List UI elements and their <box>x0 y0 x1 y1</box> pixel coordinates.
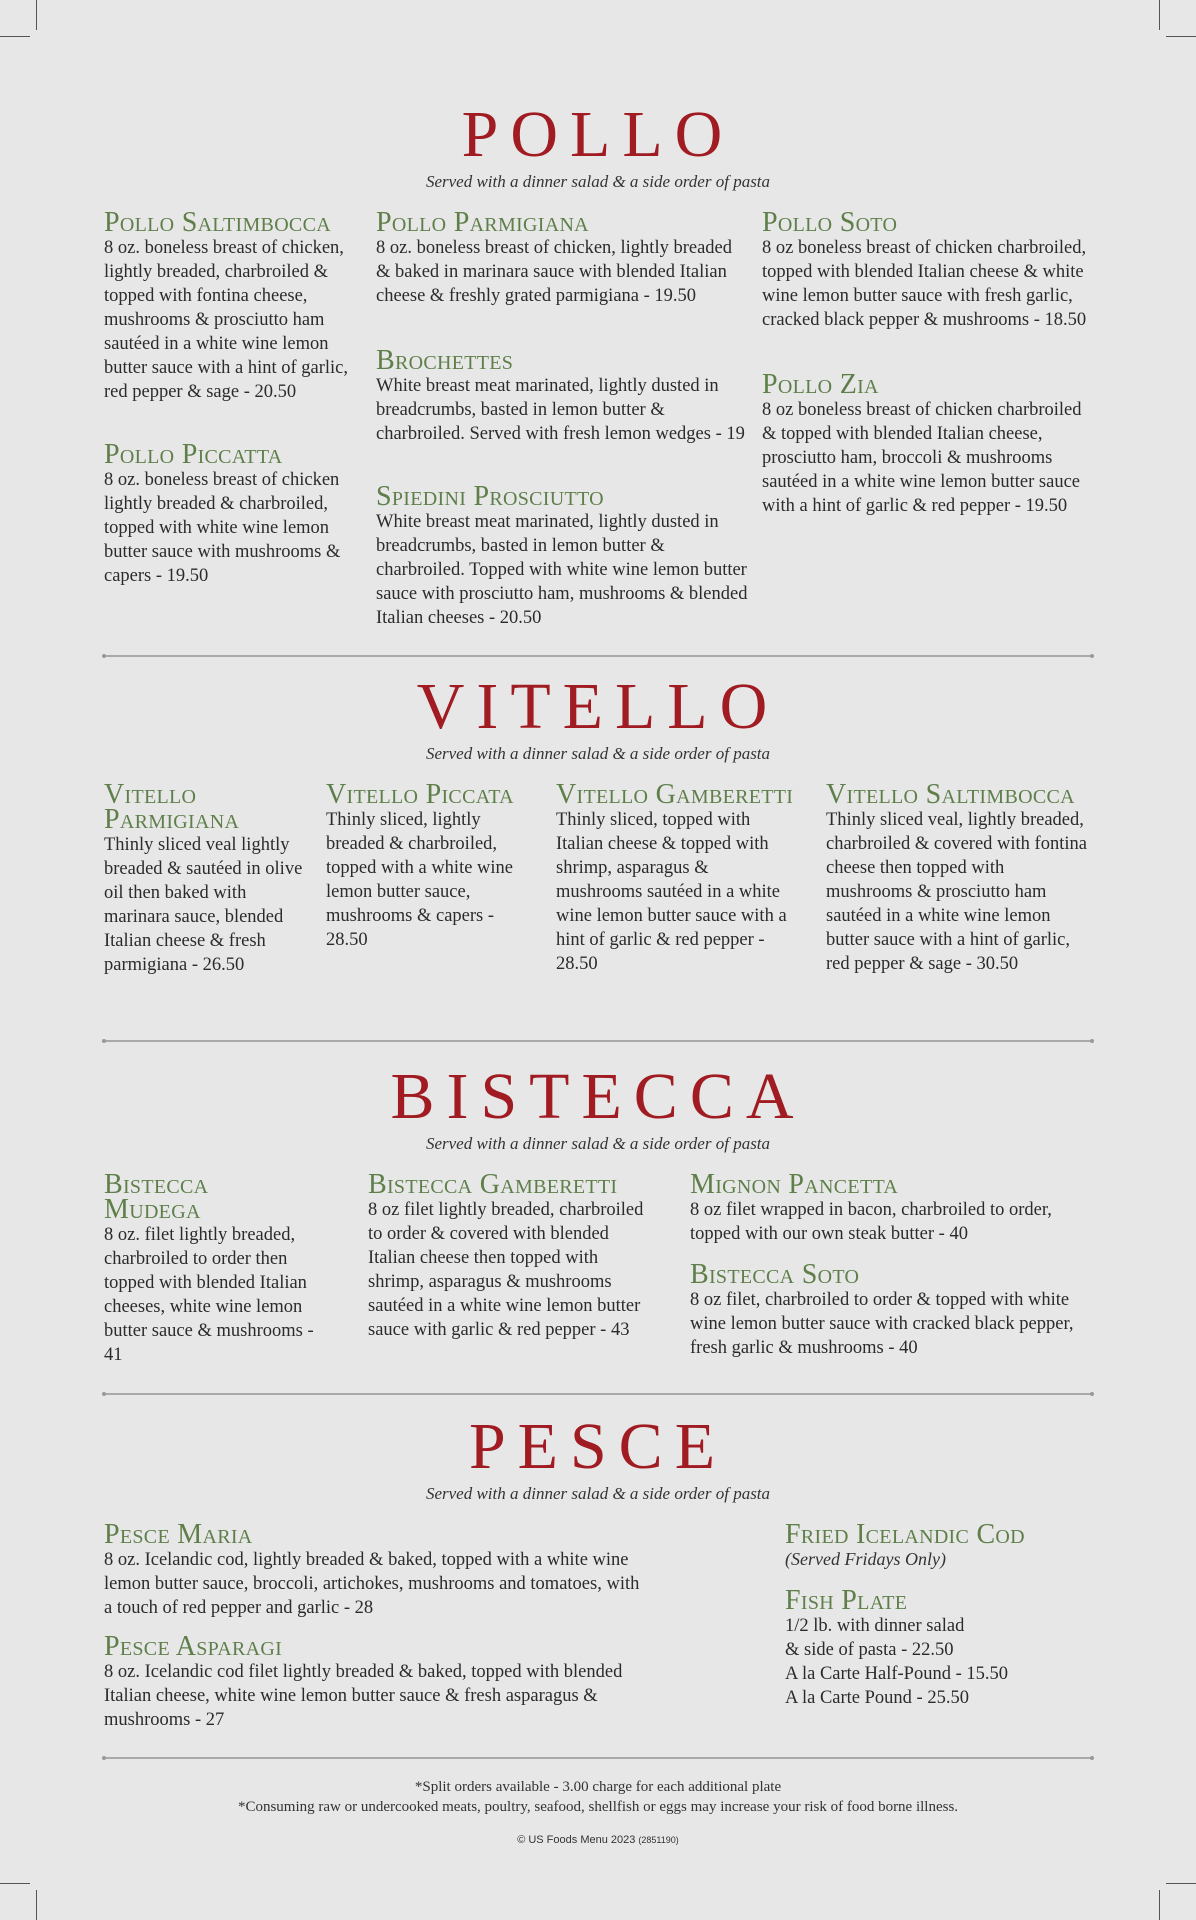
menu-item <box>376 481 748 630</box>
menu-item <box>690 1259 1090 1360</box>
crop-mark <box>1159 1890 1160 1920</box>
item-description-line: & side of pasta - 22.50 <box>785 1640 954 1660</box>
section-divider <box>104 1757 1092 1759</box>
item-description: Thinly sliced, lightly breaded & charbroiled, topped with a white wine lemon butter sauce, mushrooms & capers - 28.50 <box>326 810 514 950</box>
bistecca-title: BISTECCA <box>390 1060 806 1133</box>
crop-mark <box>1166 1883 1196 1884</box>
item-description: Thinly sliced veal, lightly breaded, charbroiled & covered with fontina cheese then topped with mushrooms & prosciutto ham sautéed in a white wine lemon butter sauce with a hint of garlic, red pepper & sage - 30.50 <box>826 810 1087 974</box>
menu-item <box>826 779 1094 976</box>
item-name: Bistecca Mudega <box>104 1169 209 1225</box>
item-description: 8 oz. boneless breast of chicken, lightly breaded, charbroiled & topped with fontina cheese, mushrooms & prosciutto ham sautéed in a white wine lemon butter sauce with a hint of garlic, red pepper & sage - 20.50 <box>104 238 349 402</box>
crop-mark <box>36 1890 37 1920</box>
menu-item <box>556 779 798 976</box>
menu-code: (2851190) <box>638 1835 679 1845</box>
item-name: Vitello Saltimbocca <box>826 779 1075 810</box>
item-description: 8 oz. Icelandic cod, lightly breaded & baked, topped with a white wine lemon butter sauce, broccoli, artichokes, mushrooms and tomatoes, with a touch of red pepper and garlic - 28 <box>104 1550 640 1618</box>
menu-item <box>104 779 304 977</box>
footnote-consumer-advisory: *Consuming raw or undercooked meats, poultry, seafood, shellfish or eggs may increase your risk of food borne illness. <box>237 1799 959 1815</box>
item-description: 8 oz. Icelandic cod filet lightly breaded & baked, topped with blended Italian cheese, white wine lemon butter sauce & fresh asparagus & mushrooms - 27 <box>104 1662 623 1730</box>
item-name: Pollo Parmigiana <box>376 207 589 238</box>
item-name: Vitello Piccata <box>326 779 514 810</box>
crop-mark <box>1166 36 1196 37</box>
item-name: Brochettes <box>376 345 514 376</box>
item-name: Pollo Saltimbocca <box>104 207 331 238</box>
menu-item <box>376 345 746 446</box>
menu-item <box>785 1519 1085 1571</box>
crop-mark <box>36 0 37 30</box>
item-name: Spiedini Prosciutto <box>376 481 604 512</box>
section-divider <box>104 1393 1092 1395</box>
item-name: Bistecca Gamberetti <box>368 1169 618 1200</box>
section-divider <box>104 655 1092 657</box>
pollo-title: POLLO <box>461 98 735 171</box>
item-description: 8 oz. boneless breast of chicken lightly breaded & charbroiled, topped with white wine lemon butter sauce with mushrooms & capers - 19.50 <box>104 470 341 586</box>
item-name: Bistecca Soto <box>690 1259 860 1290</box>
item-name: Pesce Maria <box>104 1519 253 1550</box>
pollo-subtitle: Served with a dinner salad & a side order of pasta <box>425 172 771 191</box>
bistecca-subtitle: Served with a dinner salad & a side order of pasta <box>425 1134 771 1153</box>
menu-item <box>104 1519 644 1620</box>
menu-item <box>104 1631 624 1732</box>
item-description: 8 oz filet lightly breaded, charbroiled to order & covered with blended Italian cheese then topped with shrimp, asparagus & mushrooms sautéed in a white wine lemon butter sauce with garlic & red pepper - 43 <box>368 1200 644 1340</box>
item-name: Mignon Pancetta <box>690 1169 899 1200</box>
item-description: 8 oz. filet lightly breaded, charbroiled to order then topped with blended Italian cheeses, white wine lemon butter sauce & mushrooms - 41 <box>104 1225 314 1365</box>
item-description-line: A la Carte Pound - 25.50 <box>785 1688 969 1708</box>
item-name: Vitello Parmigiana <box>104 779 240 835</box>
item-name: Pollo Zia <box>762 369 879 400</box>
item-description: Thinly sliced veal lightly breaded & sautéed in olive oil then baked with marinara sauce, blended Italian cheese & fresh parmigiana - 26.50 <box>104 835 303 975</box>
item-description: White breast meat marinated, lightly dusted in breadcrumbs, basted in lemon butter & charbroiled. Served with fresh lemon wedges - 19 <box>376 376 745 444</box>
menu-item <box>104 439 366 588</box>
menu-item <box>104 207 364 404</box>
menu-item <box>326 779 522 952</box>
menu-item <box>785 1585 1085 1710</box>
crop-mark <box>0 1883 30 1884</box>
menu-item <box>368 1169 658 1342</box>
item-name: Pesce Asparagi <box>104 1631 283 1662</box>
menu-item <box>376 207 740 308</box>
item-description: 8 oz boneless breast of chicken charbroiled & topped with blended Italian cheese, prosciutto ham, broccoli & mushrooms sautéed in a white wine lemon butter sauce with a hint of garlic & red pepper - 19.50 <box>762 400 1082 516</box>
pesce-title: PESCE <box>468 1410 728 1483</box>
item-note: (Served Fridays Only) <box>785 1549 946 1569</box>
menu-item <box>104 1169 336 1367</box>
section-divider <box>104 1040 1092 1042</box>
footnote-split-orders: *Split orders available - 3.00 charge for each additional plate <box>414 1779 782 1795</box>
item-description: 8 oz boneless breast of chicken charbroiled, topped with blended Italian cheese & white wine lemon butter sauce with fresh garlic, cracked black pepper & mushrooms - 18.50 <box>762 238 1087 330</box>
item-name: Fried Icelandic Cod <box>785 1519 1025 1550</box>
item-description: 8 oz filet, charbroiled to order & topped with white wine lemon butter sauce with cracked black pepper, fresh garlic & mushrooms - 40 <box>690 1290 1074 1358</box>
item-description: 8 oz. boneless breast of chicken, lightly breaded & baked in marinara sauce with blended Italian cheese & freshly grated parmigiana - 19.50 <box>376 238 733 306</box>
item-name: Fish Plate <box>785 1585 908 1616</box>
menu-item <box>762 207 1094 332</box>
menu-item <box>762 369 1092 518</box>
item-description: White breast meat marinated, lightly dusted in breadcrumbs, basted in lemon butter & charbroiled. Topped with white wine lemon butter sauce with prosciutto ham, mushrooms & blended Italian cheeses - 20.50 <box>376 512 748 628</box>
crop-mark <box>0 36 30 37</box>
crop-mark <box>1159 0 1160 30</box>
item-name: Vitello Gamberetti <box>556 779 794 810</box>
pesce-subtitle: Served with a dinner salad & a side order of pasta <box>425 1484 771 1503</box>
menu-item <box>690 1169 1094 1246</box>
item-name: Pollo Piccatta <box>104 439 283 470</box>
item-description: Thinly sliced, topped with Italian cheese & topped with shrimp, asparagus & mushrooms sautéed in a white wine lemon butter sauce with a hint of garlic & red pepper - 28.50 <box>556 810 787 974</box>
item-description-line: A la Carte Half-Pound - 15.50 <box>785 1664 1008 1684</box>
copyright <box>0 1834 1196 1846</box>
item-name: Pollo Soto <box>762 207 898 238</box>
copyright-text: © US Foods Menu 2023 <box>517 1834 636 1846</box>
item-description-line: 1/2 lb. with dinner salad <box>785 1616 965 1636</box>
vitello-subtitle: Served with a dinner salad & a side order of pasta <box>425 744 771 763</box>
item-description: 8 oz filet wrapped in bacon, charbroiled to order, topped with our own steak butter - 40 <box>690 1200 1052 1244</box>
vitello-title: VITELLO <box>416 670 780 743</box>
